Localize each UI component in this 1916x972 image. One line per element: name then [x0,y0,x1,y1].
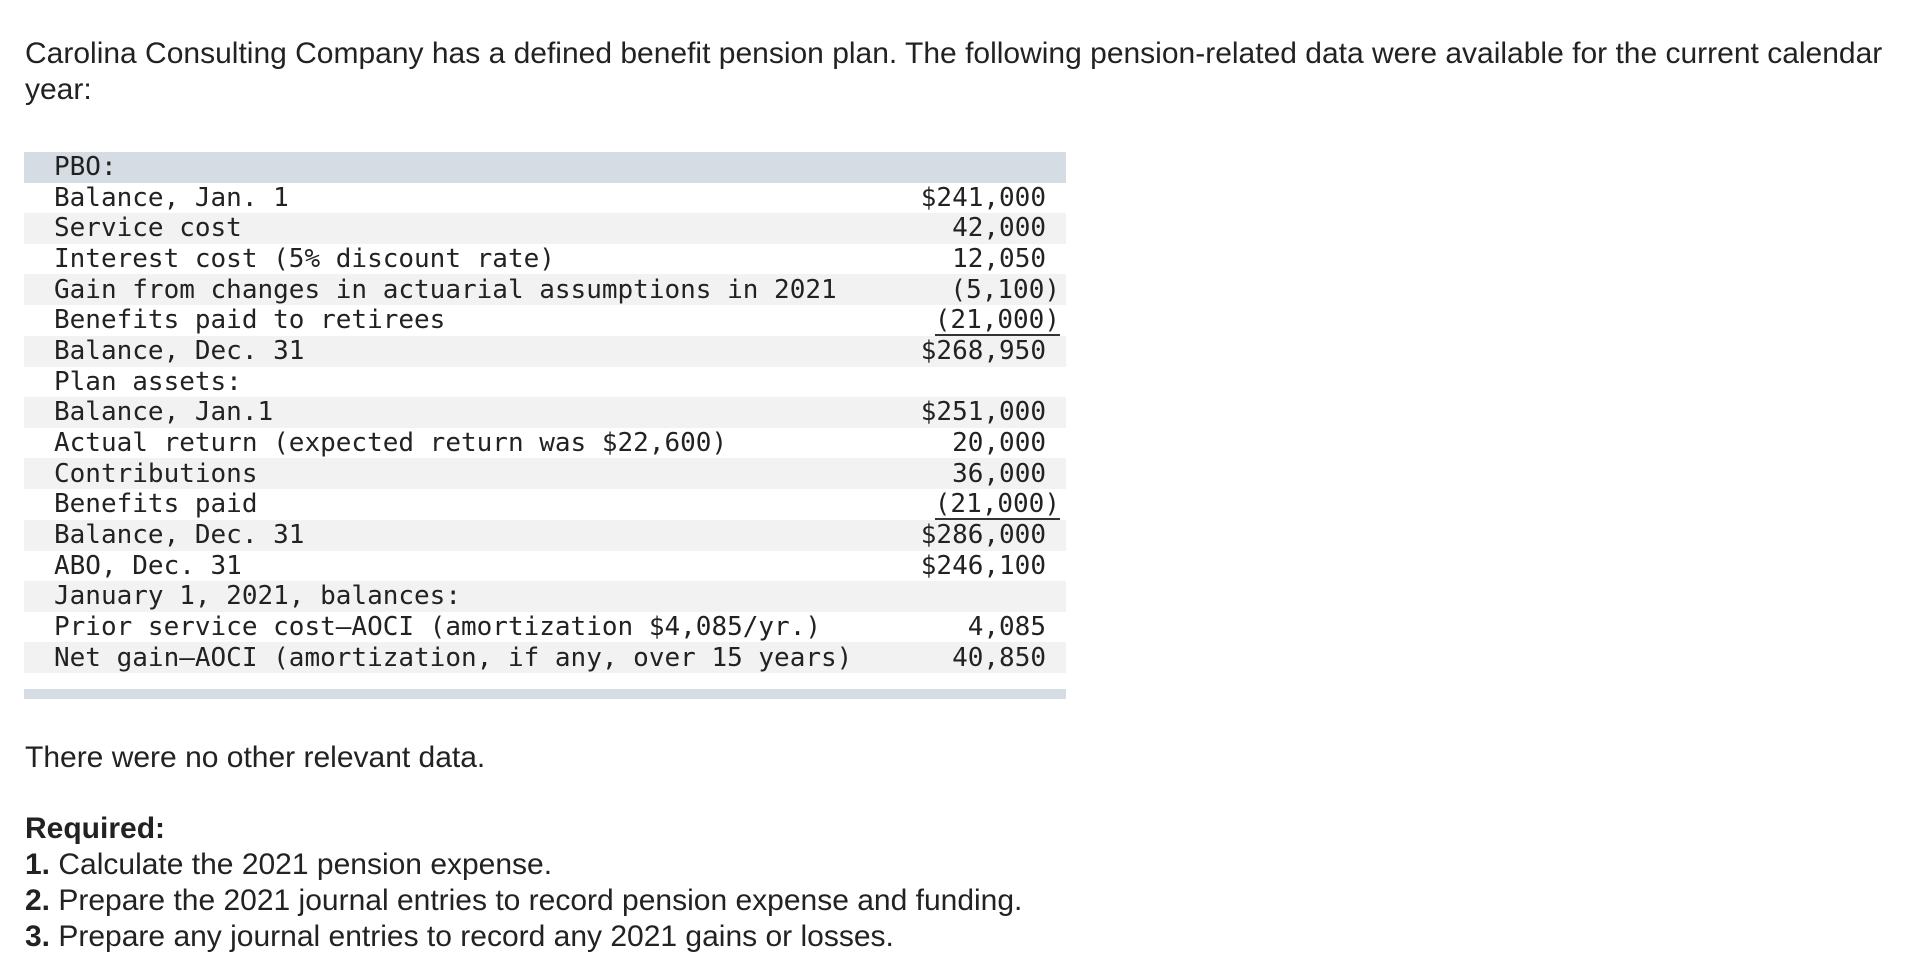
amount-value: (21,000) [934,488,1060,519]
row-label: ABO, Dec. 31 [24,551,886,582]
table-row [24,428,1066,459]
row-amount [886,152,1066,183]
required-item-text: Calculate the 2021 pension expense. [58,848,553,881]
amount-value: (21,000) [934,304,1060,335]
row-label: Balance, Dec. 31 [24,336,886,367]
row-label: Benefits paid to retirees [24,305,886,336]
required-section [25,811,1022,955]
row-amount: 36,000 [886,458,1066,489]
table-row [24,581,1066,612]
row-label: Prior service cost—AOCI (amortization $4,085/yr.) [24,612,886,643]
table-spacer [24,673,1066,689]
required-item [25,919,1022,955]
table-row [24,397,1066,428]
required-item-number: 1. [25,848,51,881]
required-item [25,847,1022,883]
row-amount: 4,085 [886,612,1066,643]
table-row [24,520,1066,551]
row-label: PBO: [24,152,886,183]
row-label: Net gain—AOCI (amortization, if any, over 15 years) [24,642,886,673]
required-item-number: 2. [25,884,51,917]
table-row [24,244,1066,275]
row-label: Benefits paid [24,489,886,520]
row-amount: $268,950 [886,336,1066,367]
table-row [24,551,1066,582]
row-label: Gain from changes in actuarial assumptions in 2021 [24,274,886,305]
spacer-cell [886,673,1066,689]
table-row [24,274,1066,305]
footer-cell [24,689,886,699]
table-row [24,489,1066,520]
row-amount: $241,000 [886,183,1066,214]
row-amount [886,305,1066,336]
row-amount [886,489,1066,520]
row-label: Balance, Dec. 31 [24,520,886,551]
required-item-number: 3. [25,920,51,953]
table-row [24,458,1066,489]
table-row [24,642,1066,673]
row-amount: (5,100) [886,274,1066,305]
row-label: January 1, 2021, balances: [24,581,886,612]
required-title: Required: [25,812,166,845]
row-label: Balance, Jan.1 [24,397,886,428]
table-footer-bar [24,689,1066,699]
spacer-cell [24,673,886,689]
row-amount: $286,000 [886,520,1066,551]
row-amount [886,367,1066,398]
row-label: Actual return (expected return was $22,600) [24,428,886,459]
table-row [24,183,1066,214]
row-amount: $251,000 [886,397,1066,428]
table-row [24,612,1066,643]
row-amount [886,581,1066,612]
row-label: Contributions [24,458,886,489]
no-other-data-note: There were no other relevant data. [25,741,486,774]
table-row [24,367,1066,398]
row-amount: 42,000 [886,213,1066,244]
row-amount: 40,850 [886,642,1066,673]
row-label: Interest cost (5% discount rate) [24,244,886,275]
problem-intro: Carolina Consulting Company has a defined benefit pension plan. The following pension-related data were available for the current calendar year: [25,37,1883,106]
table-row [24,152,1066,183]
pension-data-table [24,152,1066,699]
row-label: Plan assets: [24,367,886,398]
row-label: Balance, Jan. 1 [24,183,886,214]
required-item-text: Prepare any journal entries to record any 2021 gains or losses. [58,920,894,953]
row-amount: $246,100 [886,551,1066,582]
required-item-text: Prepare the 2021 journal entries to record pension expense and funding. [58,884,1023,917]
row-amount: 20,000 [886,428,1066,459]
required-item [25,883,1022,919]
table-row [24,213,1066,244]
table-row [24,305,1066,336]
footer-cell [886,689,1066,699]
table-row [24,336,1066,367]
row-label: Service cost [24,213,886,244]
row-amount: 12,050 [886,244,1066,275]
